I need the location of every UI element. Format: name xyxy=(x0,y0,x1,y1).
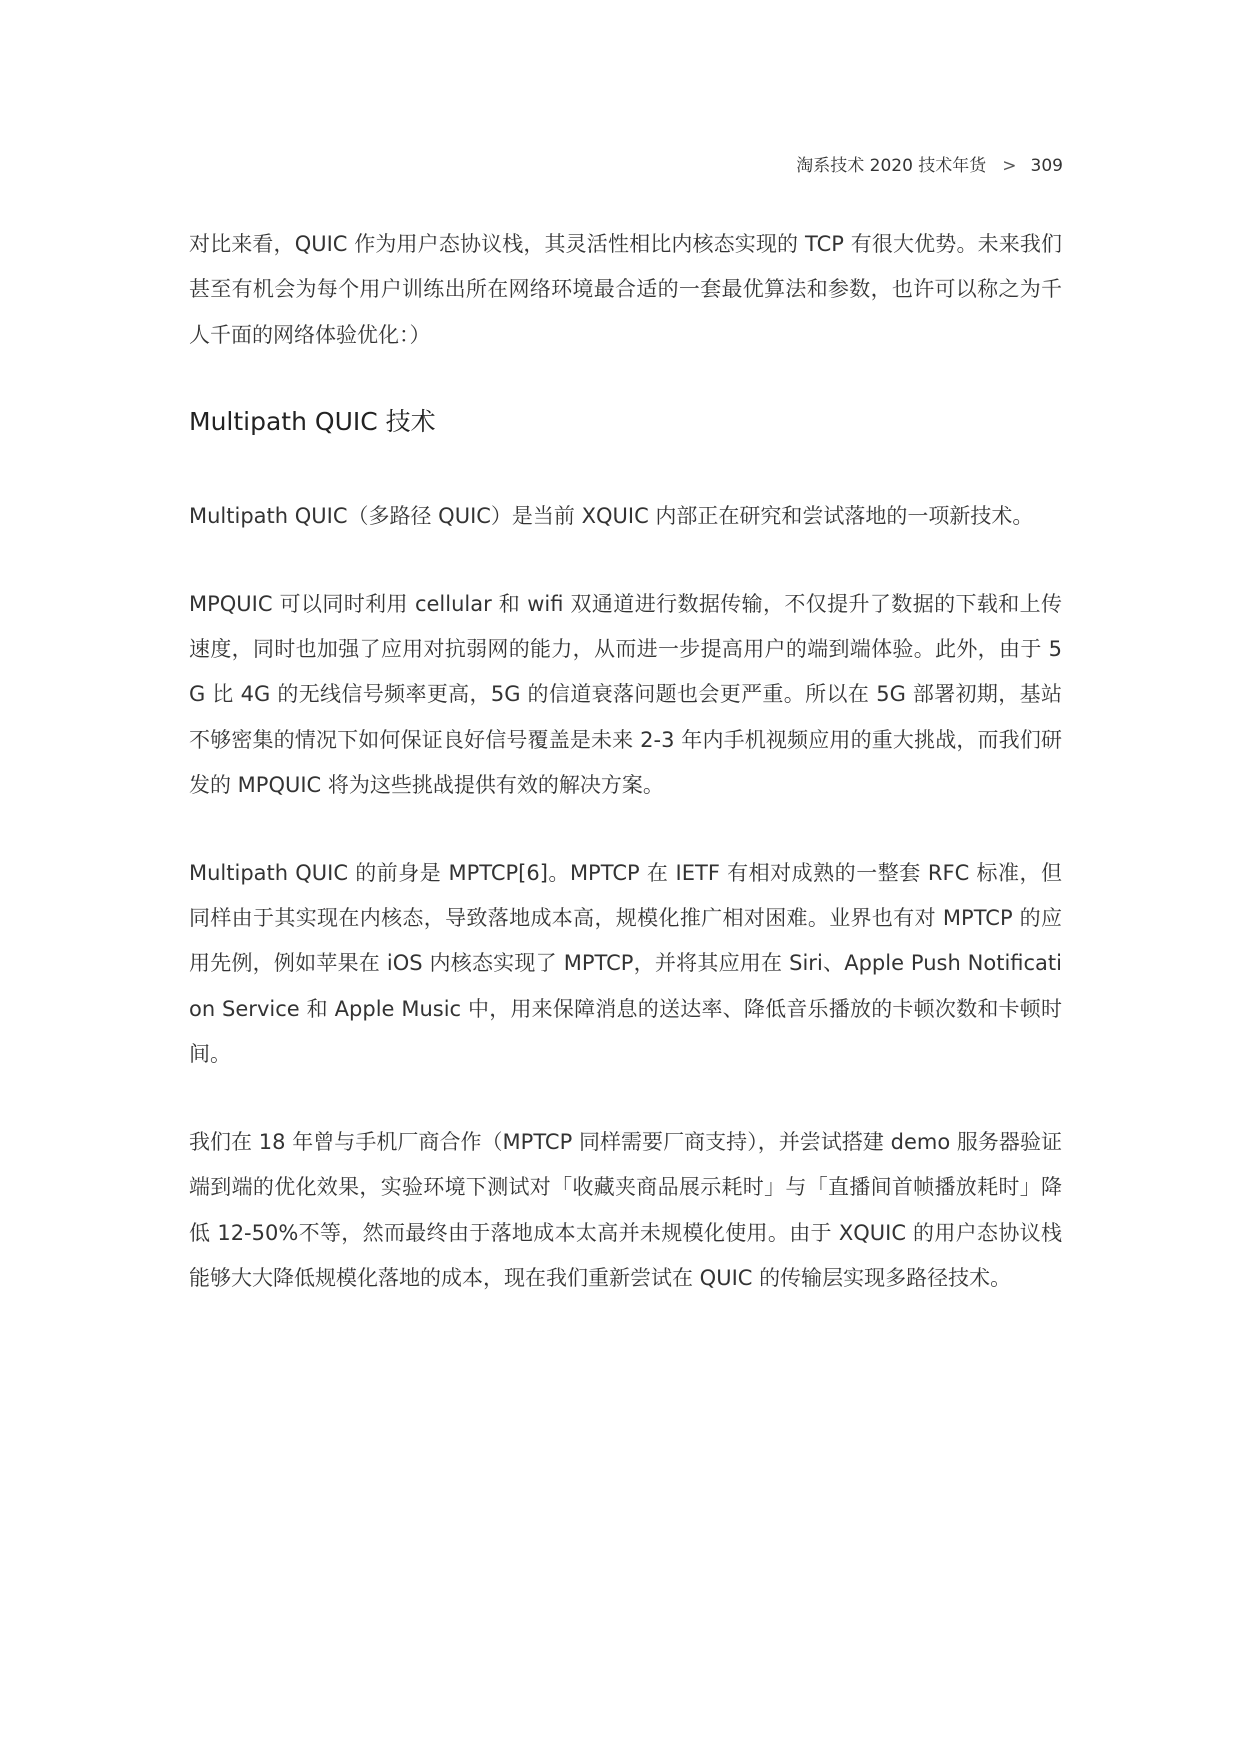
header-separator: > xyxy=(1002,156,1017,176)
running-header xyxy=(796,151,1063,176)
paragraph-multipath-intro: Multipath QUIC（多路径 QUIC）是当前 XQUIC 内部正在研究和尝试落地的一项新技术。 xyxy=(189,504,1034,529)
page-number: 309 xyxy=(1030,156,1063,176)
paragraph-mptcp: Multipath QUIC 的前身是 MPTCP[6]。MPTCP 在 IETF 有相对成熟的一整套 RFC 标准，但同样由于其实现在内核态，导致落地成本高，规模化推广相对困难。业界也有对 MPTCP 的应用先例，例如苹果在 iOS 内核态实现了 MPTCP，并将其应用在 Siri、Apple Push Notification Service 和 Apple Music 中，用来保障消息的送达率、降低音乐播放的卡顿次数和卡顿时间。 xyxy=(189,860,1062,1067)
header-title: 淘系技术 2020 技术年货 xyxy=(796,156,987,176)
page-body xyxy=(189,222,1062,1301)
paragraph-experiment: 我们在 18 年曾与手机厂商合作（MPTCP 同样需要厂商支持），并尝试搭建 demo 服务器验证端到端的优化效果，实验环境下测试对「收藏夹商品展示耗时」与「直播间首帧播放耗时」降低 12-50%不等，然而最终由于落地成本太高并未规模化使用。由于 XQUIC 的用户态协议栈能够大大降低规模化落地的成本，现在我们重新尝试在 QUIC 的传输层实现多路径技术。 xyxy=(189,1129,1062,1290)
paragraph-quic-flexibility: 对比来看，QUIC 作为用户态协议栈，其灵活性相比内核态实现的 TCP 有很大优势。未来我们甚至有机会为每个用户训练出所在网络环境最合适的一套最优算法和参数，也许可以称之为千人千面的网络体验优化：） xyxy=(189,232,1062,347)
section-title: Multipath QUIC 技术 xyxy=(189,407,436,437)
paragraph-mpquic: MPQUIC 可以同时利用 cellular 和 wifi 双通道进行数据传输，不仅提升了数据的下载和上传速度，同时也加强了应用对抗弱网的能力，从而进一步提高用户的端到端体验。此外，由于 5G 比 4G 的无线信号频率更高，5G 的信道衰落问题也会更严重。所以在 5G 部署初期，基站不够密集的情况下如何保证良好信号覆盖是未来 2-3 年内手机视频应用的重大挑战，而我们研发的 MPQUIC 将为这些挑战提供有效的解决方案。 xyxy=(189,591,1062,798)
